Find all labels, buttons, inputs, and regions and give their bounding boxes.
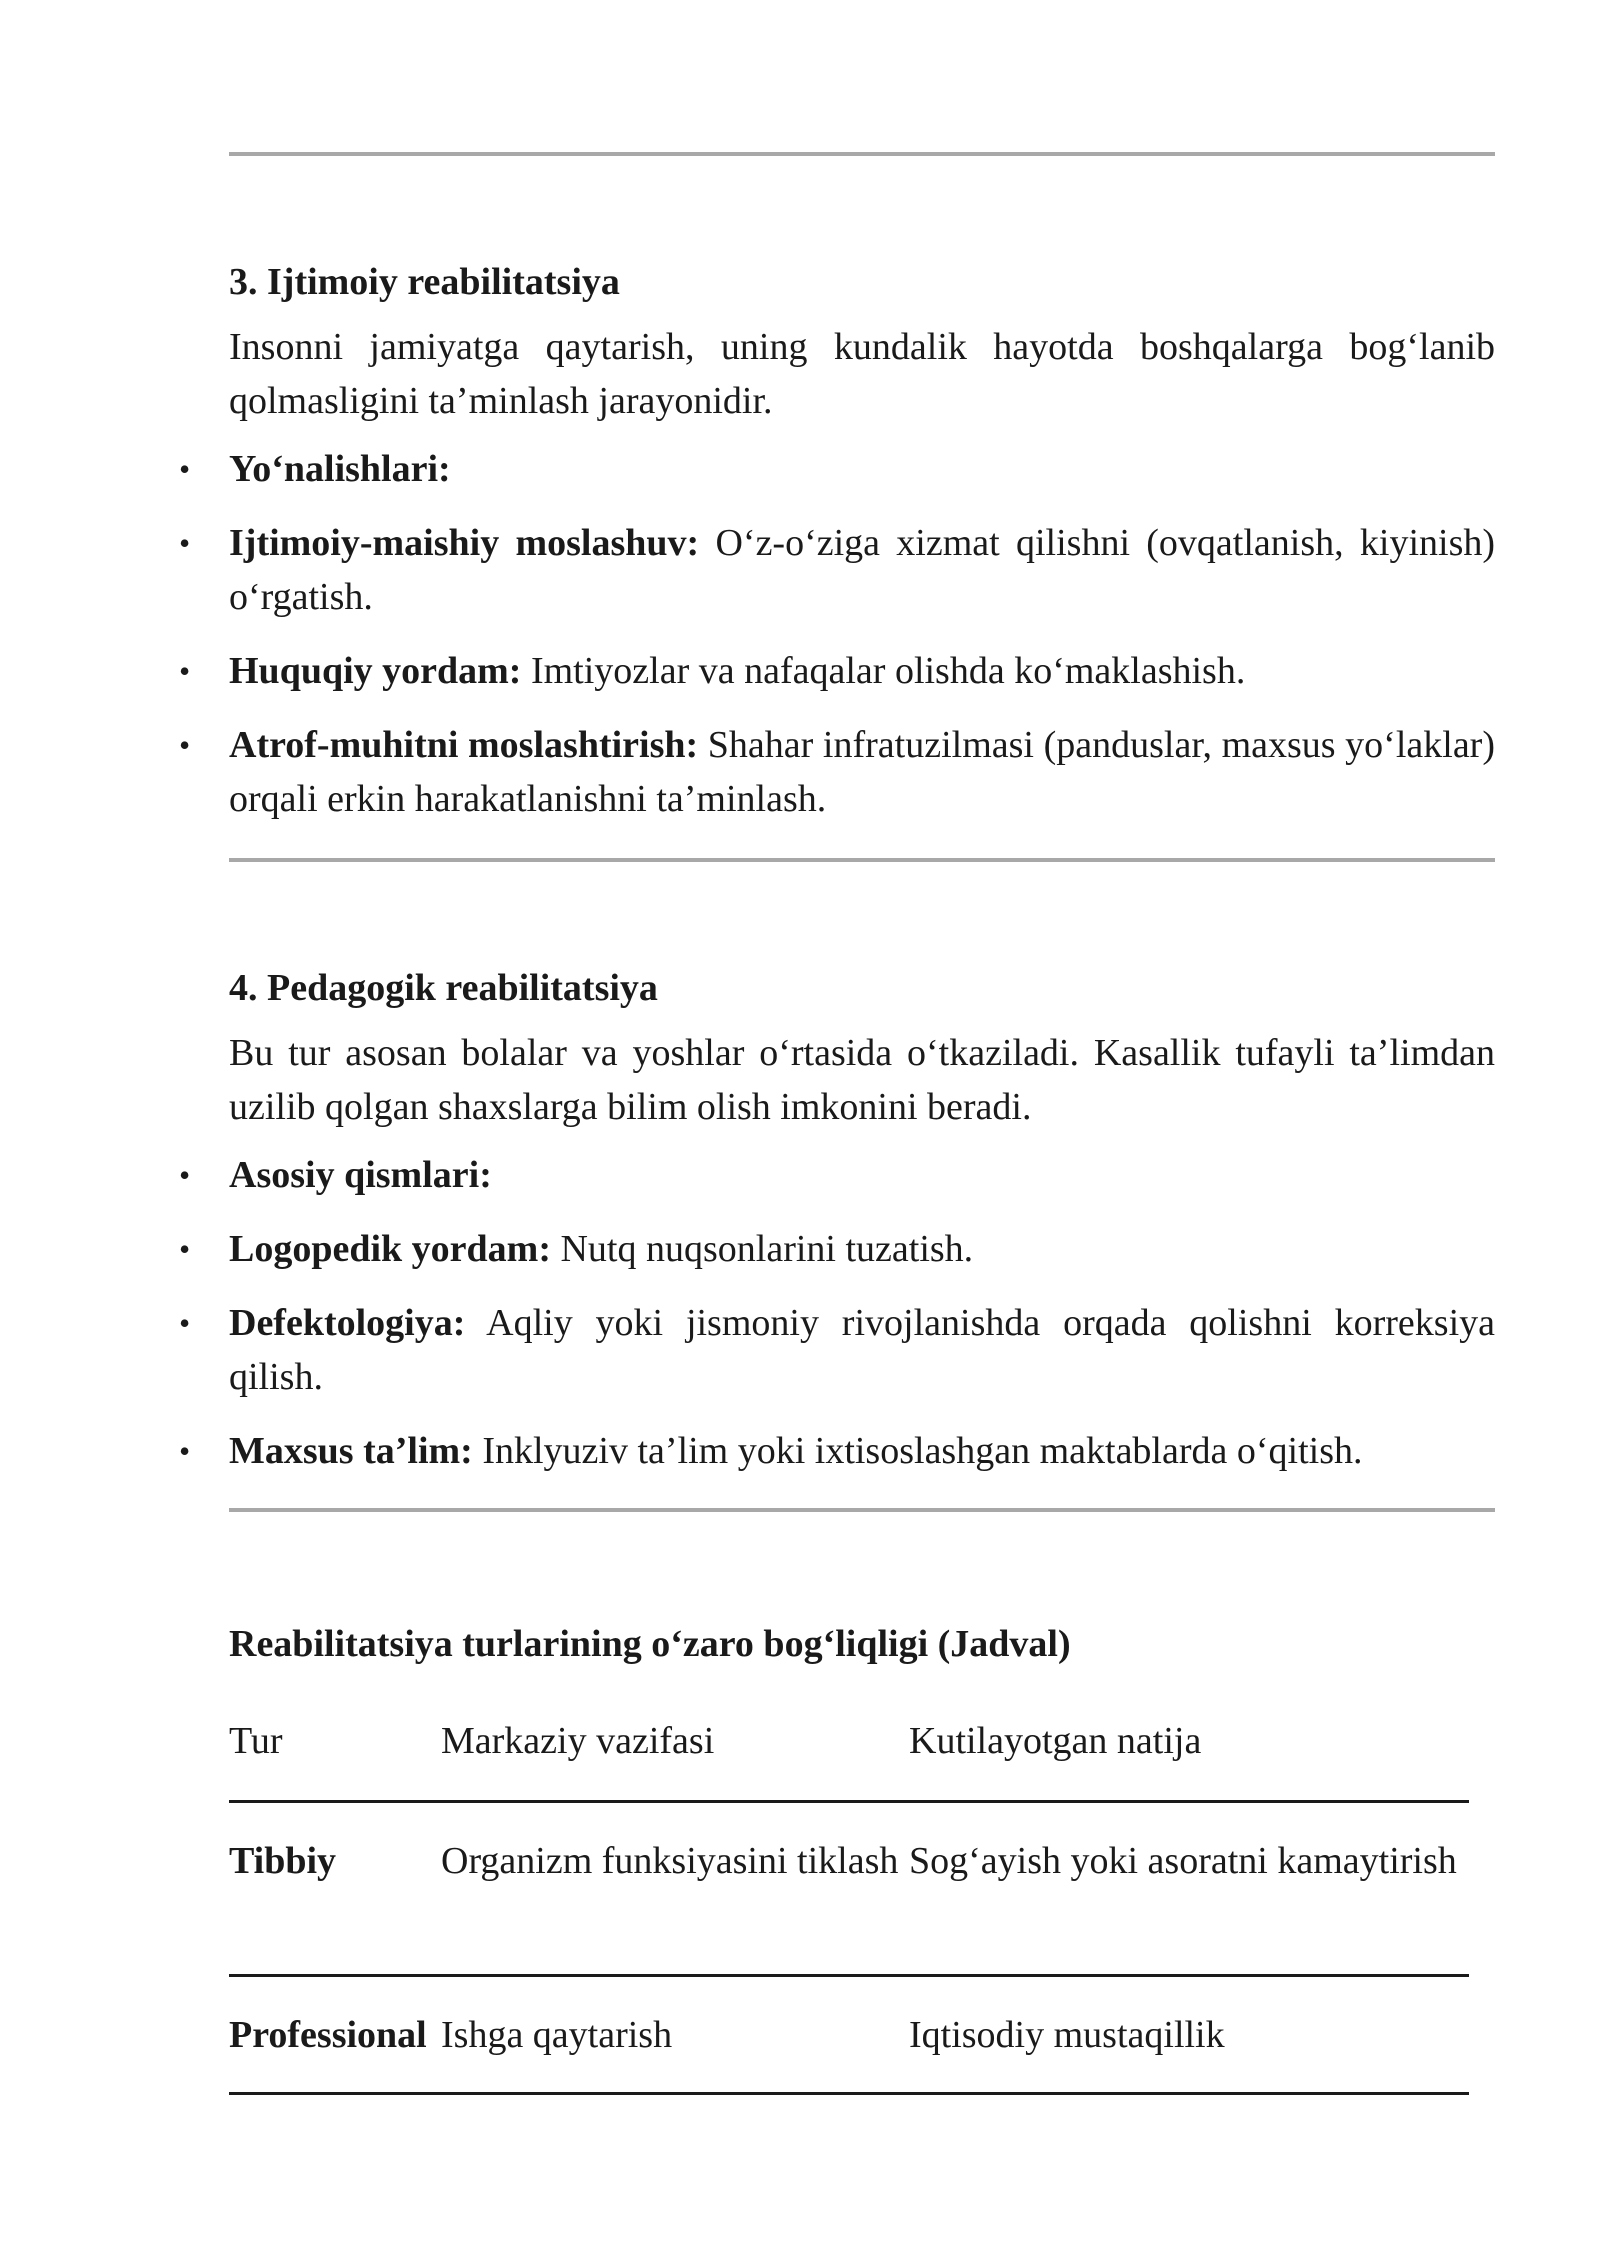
item-label: Atrof-muhitni moslashtirish: <box>229 724 699 766</box>
item-text: Aqliy yoki jismoniy rivojlanishda orqada qolishni korreksiya qilish. <box>229 1302 1495 1398</box>
bullet-icon: • <box>179 451 191 487</box>
item-label: Logopedik yordam: <box>229 1228 551 1270</box>
item-text: Imtiyozlar va nafaqalar olishda ko‘maklashish. <box>521 650 1246 692</box>
item-text: O‘z-o‘ziga xizmat qilishni (ovqatlanish, kiyinish) o‘rgatish. <box>229 522 1496 618</box>
table-cell-result: Iqtisodiy mustaqillik <box>909 2014 1225 2056</box>
table-header-cell: Kutilayotgan natija <box>909 1720 1202 1762</box>
bullet-icon: • <box>179 1231 191 1267</box>
table-cell-task: Organizm funksiyasini tiklash <box>441 1840 899 1882</box>
section-heading: 4. Pedagogik reabilitatsiya <box>229 967 658 1009</box>
item-text: Nutq nuqsonlarini tuzatish. <box>550 1228 974 1270</box>
item-label: Huquqiy yordam: <box>229 650 522 692</box>
table-divider <box>229 2092 1469 2095</box>
item-text: Inklyuziv ta’lim yoki ixtisoslashgan maktablarda o‘qitish. <box>472 1430 1363 1472</box>
bullet-icon: • <box>179 727 191 763</box>
bullet-icon: • <box>179 1433 191 1469</box>
table-cell-task: Ishga qaytarish <box>441 2014 673 2056</box>
horizontal-rule <box>229 858 1495 862</box>
item-text: Shahar infratuzilmasi (panduslar, maxsus yo‘laklar) orqali erkin harakatlanishni ta’minlash. <box>229 724 1495 820</box>
bullet-icon: • <box>179 653 191 689</box>
item-label: Ijtimoiy-maishiy moslashuv: <box>229 522 700 564</box>
section-intro: Bu tur asosan bolalar va yoshlar o‘rtasida o‘tkaziladi. Kasallik tufayli ta’limdan uzilib qolgan shaxslarga bilim olish imkonini beradi. <box>229 1032 1495 1128</box>
bullet-icon: • <box>179 1305 191 1341</box>
list-item <box>179 644 1495 698</box>
bullet-icon: • <box>179 1157 191 1193</box>
table-divider <box>229 1974 1469 1977</box>
item-label: Defektologiya: <box>229 1302 466 1344</box>
table-divider <box>229 1800 1469 1803</box>
bullet-list <box>179 442 1496 826</box>
item-label: Maxsus ta’lim: <box>229 1430 473 1472</box>
table-header-cell: Markaziy vazifasi <box>441 1720 715 1762</box>
section-intro: Insonni jamiyatga qaytarish, uning kundalik hayotda boshqalarga bog‘lanib qolmasligini ta’minlash jarayonidir. <box>229 326 1495 422</box>
table-title: Reabilitatsiya turlarining o‘zaro bog‘liqligi (Jadval) <box>229 1623 1071 1665</box>
list-item <box>179 1222 1495 1276</box>
list-item <box>179 442 1495 496</box>
list-item <box>179 1424 1495 1478</box>
bullet-list <box>179 1148 1495 1478</box>
table-cell-type: Professional <box>229 2014 427 2056</box>
item-label: Yo‘nalishlari: <box>229 448 451 490</box>
horizontal-rule <box>229 1508 1495 1512</box>
list-item <box>179 718 1495 826</box>
item-label: Asosiy qismlari: <box>229 1154 492 1196</box>
bullet-icon: • <box>179 525 191 561</box>
list-item <box>179 1296 1495 1404</box>
section-heading: 3. Ijtimoiy reabilitatsiya <box>229 261 620 303</box>
section-pedagogical-rehab <box>179 964 1495 1498</box>
table-cell-result: Sog‘ayish yoki asoratni kamaytirish <box>909 1840 1457 1882</box>
table-header-cell: Tur <box>229 1720 283 1762</box>
section-social-rehab <box>179 258 1496 846</box>
table-cell-type: Tibbiy <box>229 1840 337 1882</box>
list-item <box>179 516 1496 624</box>
list-item <box>179 1148 1495 1202</box>
horizontal-rule <box>229 152 1495 156</box>
